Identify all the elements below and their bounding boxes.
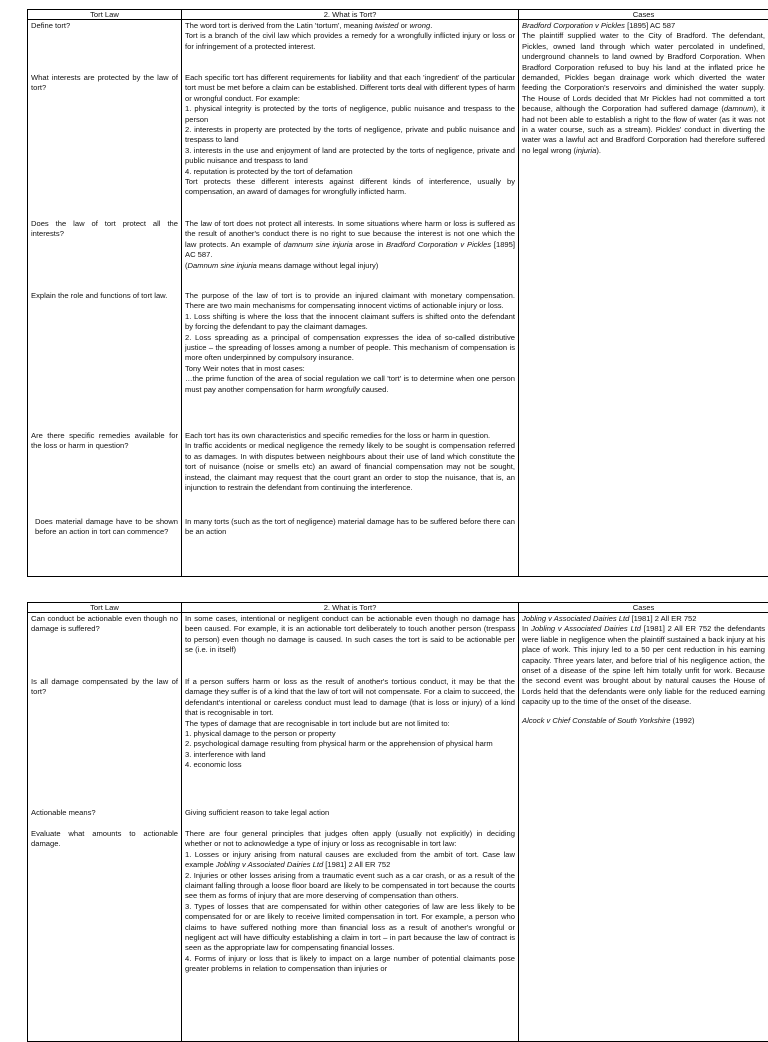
question-actionable-means: Actionable means? xyxy=(31,808,178,829)
answer-actionable: Giving sufficient reason to take legal action xyxy=(185,808,515,829)
cases-column xyxy=(519,20,768,577)
questions-column xyxy=(28,613,182,1042)
answer-interests: Each specific tort has different requirements for liability and that each 'ingredient' of the particular tort must be met before a claim can be established. Different torts deal with different types of harm or wrongful conduct. For example: 1. physical integrity is protected by the torts of negligence, public nuisance and trespass to the person 2. interests in property are protected by the torts of negligence, private and public nuisance and trespass to land 3. interests in the use and enjoyment of land are protected by the torts of negligence, private and public nuisance and trespass to land 4. reputation is protected by the tort of defamation Tort protects these different interests against different kinds of interference, usually by compensation, an award of damages for wrongfully inflicted harm. xyxy=(185,73,515,219)
answers-column xyxy=(182,613,519,1042)
answers-column xyxy=(182,20,519,577)
question-conduct-actionable: Can conduct be actionable even though no damage is suffered? xyxy=(31,614,178,677)
notes-table-2 xyxy=(27,602,768,1042)
header-row xyxy=(28,603,768,613)
answer-remedies: Each tort has its own characteristics and specific remedies for the loss or harm in question. In traffic accidents or medical negligence the remedy likely to be sought is compensation referred to as damages. In with disputes between neighbours about their use of land which constitute the tort of nuisance (noise or smells etc) an award of financial compensation may not be sought, instead, the claimant may request that the court grant an order to stop the nuisance, that is, an injunction to restrain the defendant from continuing the interference. xyxy=(185,431,515,517)
case-jobling: Jobling v Associated Dairies Ltd [1981] 2 All ER 752 In Jobling v Associated Dairies Ltd [1981] 2 All ER 752 the defendants were liable in negligence when the plaintiff sustained a back injury at his place of work. This injury led to a 50 per cent reduction in his earning capacity. Three years later, and before trial of his negligence action, the onset of a disease of the spine left him totally unfit for work. Because the second event was brought about by natural causes the House of Lords held that the defendants were only liable for the reduced earning capacity up to the time of the onset of the disease. xyxy=(522,614,765,708)
case-title: Alcock v Chief Constable of South Yorkshire xyxy=(522,716,670,725)
header-tort-law: Tort Law xyxy=(28,603,182,613)
case-alcock: Alcock v Chief Constable of South Yorkshire (1992) xyxy=(522,716,765,726)
answer-define-tort: The word tort is derived from the Latin 'tortum', meaning twisted or wrong. Tort is a branch of the civil law which provides a remedy for a wrongfully inflicted injury or loss or for infringement of a protected interest. xyxy=(185,21,515,73)
question-role-functions: Explain the role and functions of tort law. xyxy=(31,291,178,431)
question-specific-remedies: Are there specific remedies available for the loss or harm in question? xyxy=(31,431,178,517)
header-cases: Cases xyxy=(519,10,768,20)
table-row xyxy=(28,20,768,577)
answer-evaluate: There are four general principles that judges often apply (usually not explicitly) in deciding whether or not to acknowledge a type of injury or loss as recognisable in tort law: 1. Losses or injury arising from natural causes are excluded from the ambit of tort. Case law example Jobling v Associated Dairies Ltd [1981] 2 All ER 752 2. Injuries or other losses arising from a traumatic event such as a car crash, or as a result of the claimant falling through a loose floor board are likely to be compensated in tort because the courts see them as forms of injury that are more deserving of compensation than others. 3. Types of losses that are compensated for within other categories of law are less likely to be compensated for or are likely to receive limited compensation in tort. For example, a person who claims to have suffered nothing more than financial loss as a result of another's wrongful or negligent act will have difficulty establishing a claim in tort – in part because the law of contract is seen as the appropriate law for compensating financial losses. 4. Forms of injury or loss that is likely to impact on a large number of potential claimants pose greater problems in relation to compensation than injuries or xyxy=(185,829,515,975)
notes-table-1 xyxy=(27,9,768,577)
answer-role-functions: The purpose of the law of tort is to provide an injured claimant with monetary compensation. There are two main mechanisms for compensating innocent victims of actionable injury or loss. 1. Loss shifting is where the loss that the innocent claimant suffers is shifted onto the defendant by forcing the defendant to pay the claimant damages. 2. Loss spreading as a principal of compensation expresses the idea of so-called distributive justice – the spreading of losses among a number of people. This mechanism of compensation is more often underpinned by compulsory insurance. Tony Weir notes that in most cases: …the prime function of the area of social regulation we call 'tort' is to determine when one person must pay another compensation for harm wrongfully caused. xyxy=(185,291,515,431)
question-material-damage: Does material damage have to be shown before an action in tort can commence? xyxy=(31,517,178,538)
question-protect-all: Does the law of tort protect all the interests? xyxy=(31,219,178,291)
case-title: Jobling v Associated Dairies Ltd xyxy=(522,614,629,623)
case-title: Bradford Corporation v Pickles xyxy=(522,21,625,30)
case-bradford: Bradford Corporation v Pickles [1895] AC 587 The plaintiff supplied water to the City of Bradford. The defendant, Pickles, owned land through which water percolated in undefined, underground channels to land owned by Bradford Corporation. When Bradford Corporation refused to buy his land at the inflated price he demanded, Pickles began drainage work which diverted the water feeding the Corporation's reservoirs and diminished the water supply. The House of Lords decided that Mr Pickles had not committed a tort because, although the Corporation had suffered damage (damnum), it had not been able to establish a right to the flow of water (as it was not in a water course, such as a stream). Pickles' conduct in diverting the water was a lawful act and Bradford Corporation had therefore suffered no legal wrong (injuria). xyxy=(522,21,765,156)
answer-protect-all: The law of tort does not protect all interests. In some situations where harm or loss is suffered as the result of another's conduct there is no right to sue because the interest is not one which the law protects. An example of damnum sine injuria arose in Bradford Corporation v Pickles [1895] AC 587. (Damnum sine injuria means damage without legal injury) xyxy=(185,219,515,291)
question-all-damage: Is all damage compensated by the law of tort? xyxy=(31,677,178,808)
table-row xyxy=(28,613,768,1042)
answer-all-damage: If a person suffers harm or loss as the result of another's tortious conduct, it may be that the damage they suffer is of a kind that the law of tort will not compensate. For a claim to succeed, the defendant's intentional or careless conduct must lead to damage (that is loss or injury) of a kind that is recognisable in tort. The types of damage that are recognisable in tort include but are not limited to: 1. physical damage to the person or property 2. psychological damage resulting from physical harm or the apprehension of physical harm 3. interference with land 4. economic loss xyxy=(185,677,515,808)
answer-material-damage: In many torts (such as the tort of negligence) material damage has to be suffered before there can be an action xyxy=(185,517,515,538)
questions-column xyxy=(28,20,182,577)
question-evaluate: Evaluate what amounts to actionable damage. xyxy=(31,829,178,850)
header-what-is-tort: 2. What is Tort? xyxy=(182,10,519,20)
header-what-is-tort: 2. What is Tort? xyxy=(182,603,519,613)
header-cases: Cases xyxy=(519,603,768,613)
question-define-tort: Define tort? xyxy=(31,21,178,73)
header-row xyxy=(28,10,768,20)
question-interests-protected: What interests are protected by the law of tort? xyxy=(31,73,178,219)
cases-column xyxy=(519,613,768,1042)
header-tort-law: Tort Law xyxy=(28,10,182,20)
answer-conduct: In some cases, intentional or negligent conduct can be actionable even though no damage has been caused. For example, it is an actionable tort deliberately to touch another person (trespass to person) even though no damage is caused. In such cases the tort is said to be actionable per se (i.e. in itself) xyxy=(185,614,515,677)
